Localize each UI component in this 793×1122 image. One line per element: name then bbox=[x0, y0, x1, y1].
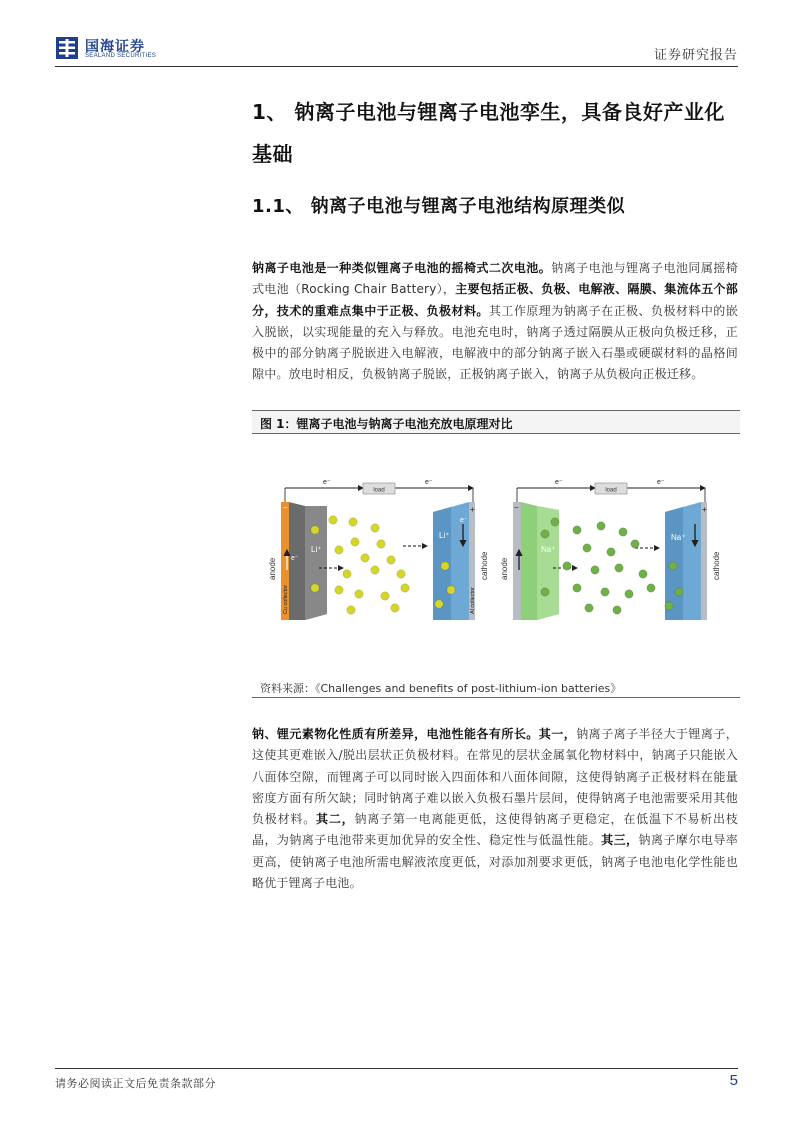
na-particles-particle-17 bbox=[541, 530, 549, 538]
li-plus-sign: + bbox=[470, 505, 475, 514]
na-particles-particle-10 bbox=[639, 570, 647, 578]
li-particles-particle-7 bbox=[387, 556, 395, 564]
para2-bold-3: 其三， bbox=[601, 833, 639, 848]
li-particles-particle-0 bbox=[329, 516, 337, 524]
paragraph-working-principle bbox=[252, 258, 738, 386]
li-particles-particle-1 bbox=[349, 518, 357, 526]
section-1-title-line1: 1、 钠离子电池与锂离子电池孪生，具备良好产业化 bbox=[252, 100, 725, 124]
na-particles-particle-11 bbox=[573, 584, 581, 592]
li-electron-inner-right: e⁻ bbox=[460, 517, 468, 524]
li-particles-particle-19 bbox=[441, 562, 449, 570]
na-anode-label: anode bbox=[500, 557, 509, 580]
al-collector-label: Al collector bbox=[470, 587, 476, 614]
li-particles-particle-8 bbox=[343, 570, 351, 578]
na-particles-particle-8 bbox=[591, 566, 599, 574]
na-particles-particle-5 bbox=[607, 548, 615, 556]
para1-text-2: 其工作原理为钠离子在正极、负极材料中的嵌入脱嵌，以实现能量的充入与释放。电池充电时，钠离子透过隔膜从正极向负极迁移，正极中的部分钠离子脱嵌进入电解液，电解液中的部分钠离子嵌入石墨或硬碳材料的晶格间隙中。放电时相反，负极钠离子脱嵌，正极钠离子嵌入，钠离子从负极向正极迁移。 bbox=[252, 303, 738, 382]
li-particles-particle-4 bbox=[377, 540, 385, 548]
na-load-label: load bbox=[605, 487, 617, 494]
report-type-label: 证券研究报告 bbox=[653, 48, 738, 63]
na-particles-particle-1 bbox=[573, 526, 581, 534]
section-1-title-line2: 基础 bbox=[252, 142, 293, 166]
na-ion-label-anode: Na⁺ bbox=[541, 545, 556, 554]
section-1-1-title: 1.1、 钠离子电池与锂离子电池结构原理类似 bbox=[252, 196, 626, 217]
li-particles-particle-18 bbox=[311, 584, 319, 592]
cu-collector-label: Cu collector bbox=[283, 584, 289, 614]
na-particles-particle-7 bbox=[563, 562, 571, 570]
na-electron-label-right: e⁻ bbox=[657, 479, 665, 486]
na-particles-particle-2 bbox=[597, 522, 605, 530]
para2-text-1: 钠离子离子半径大于锂离子，这使其更难嵌入/脱出层状正负极材料。在常见的层状金属氧化物材料中，钠离子只能嵌入八面体空隙，而锂离子可以同时嵌入四面体和八面体间隙，这使得钠离子正极材料在能量密度方面有所欠缺；同时钠离子难以嵌入负极石墨片层间，使得钠离子电池需要采用其他负极材料。 bbox=[252, 727, 739, 827]
li-electron-label-left: e⁻ bbox=[323, 479, 331, 486]
na-particles-particle-12 bbox=[601, 588, 609, 596]
li-particles-particle-10 bbox=[397, 570, 405, 578]
na-particles-particle-20 bbox=[675, 588, 683, 596]
na-particles-particle-15 bbox=[585, 604, 593, 612]
li-load-label: load bbox=[373, 487, 385, 494]
disclaimer-note: 请务必阅读正文后免责条款部分 bbox=[55, 1077, 216, 1090]
para2-text-3: 钠离子摩尔电导率更高，使钠离子电池所需电解液浓度更低，对添加剂要求更低，钠离子电池电化学性能也略优于锂离子电池。 bbox=[252, 833, 738, 891]
li-particles-particle-14 bbox=[401, 584, 409, 592]
na-ion-label-cathode: Na⁺ bbox=[671, 533, 686, 542]
brand-name-en: SEALAND SECURITIES bbox=[85, 53, 157, 59]
na-particles-particle-16 bbox=[613, 606, 621, 614]
figure-source: 资料来源：《Challenges and benefits of post-lithium-ion batteries》 bbox=[260, 682, 622, 695]
li-particles-particle-2 bbox=[371, 524, 379, 532]
na-electron-label-left: e⁻ bbox=[555, 479, 563, 486]
na-particles-particle-3 bbox=[619, 528, 627, 536]
paragraph-performance-comparison bbox=[252, 724, 738, 894]
na-particles-particle-9 bbox=[615, 564, 623, 572]
page-number: 5 bbox=[729, 1072, 738, 1089]
li-particles-particle-12 bbox=[355, 590, 363, 598]
li-particles-particle-21 bbox=[435, 600, 443, 608]
figure-source-bar bbox=[252, 676, 740, 698]
na-anode-collector bbox=[513, 502, 521, 620]
na-cathode-label: cathode bbox=[712, 551, 721, 580]
li-electron-label-right: e⁻ bbox=[425, 479, 433, 486]
li-particles-particle-15 bbox=[347, 606, 355, 614]
na-minus-sign: − bbox=[514, 503, 519, 512]
li-ion-label-cathode: Li⁺ bbox=[439, 531, 450, 540]
li-ion-label-anode: Li⁺ bbox=[311, 545, 322, 554]
na-particles-particle-6 bbox=[631, 540, 639, 548]
li-particles-particle-17 bbox=[311, 526, 319, 534]
li-particles-particle-16 bbox=[391, 604, 399, 612]
li-particles-particle-6 bbox=[361, 554, 369, 562]
li-particles-particle-3 bbox=[351, 538, 359, 546]
para1-bold-2: 主要包括正极、负极、电解液、隔膜、集流体五个部分，技术的重难点集中于正极、负极材料。 bbox=[252, 282, 739, 318]
na-particles-particle-13 bbox=[625, 590, 633, 598]
li-particles-particle-9 bbox=[371, 566, 379, 574]
header-divider bbox=[55, 66, 738, 67]
li-particles-particle-5 bbox=[335, 546, 343, 554]
battery-comparison-figure bbox=[255, 470, 735, 630]
li-cathode-label: cathode bbox=[480, 551, 489, 580]
figure-caption-bar bbox=[252, 410, 740, 434]
para2-bold-1: 钠、锂元素物化性质有所差异，电池性能各有所长。其一， bbox=[252, 727, 577, 741]
li-electron-inner-left: e⁻ bbox=[291, 555, 299, 562]
na-particles-particle-19 bbox=[669, 562, 677, 570]
li-particles-particle-20 bbox=[447, 586, 455, 594]
brand-name-cn: 国海证券 bbox=[85, 39, 145, 55]
na-particles-particle-18 bbox=[541, 588, 549, 596]
na-ion-particles bbox=[541, 518, 686, 614]
li-anode-label: anode bbox=[268, 557, 277, 580]
para1-text-1: 钠离子电池与锂离子电池同属摇椅式电池（Rocking Chair Battery）， bbox=[252, 261, 738, 297]
li-particles-particle-13 bbox=[381, 592, 389, 600]
sealand-logo-icon bbox=[55, 36, 79, 60]
para2-bold-2: 其二， bbox=[316, 812, 355, 827]
page-header bbox=[55, 34, 738, 66]
na-ion-diagram bbox=[500, 479, 721, 620]
para1-bold-1: 钠离子电池是一种类似锂离子电池的摇椅式二次电池。 bbox=[252, 261, 552, 275]
li-minus-sign: − bbox=[283, 503, 288, 512]
na-particles-particle-14 bbox=[647, 584, 655, 592]
na-particles-particle-4 bbox=[583, 544, 591, 552]
na-particles-particle-0 bbox=[551, 518, 559, 526]
li-particles-particle-11 bbox=[335, 586, 343, 594]
li-ion-diagram bbox=[268, 479, 489, 620]
para2-text-2: 钠离子第一电离能更低，这使得钠离子更稳定，在低温下不易析出枝晶，为钠离子电池带来更加优异的安全性、稳定性与低温性能。 bbox=[252, 812, 738, 848]
na-plus-sign: + bbox=[702, 505, 707, 514]
footer-divider bbox=[55, 1068, 738, 1069]
na-cathode-collector bbox=[701, 502, 707, 620]
na-particles-particle-21 bbox=[665, 602, 673, 610]
figure-caption: 图 1：锂离子电池与钠离子电池充放电原理对比 bbox=[260, 417, 513, 431]
